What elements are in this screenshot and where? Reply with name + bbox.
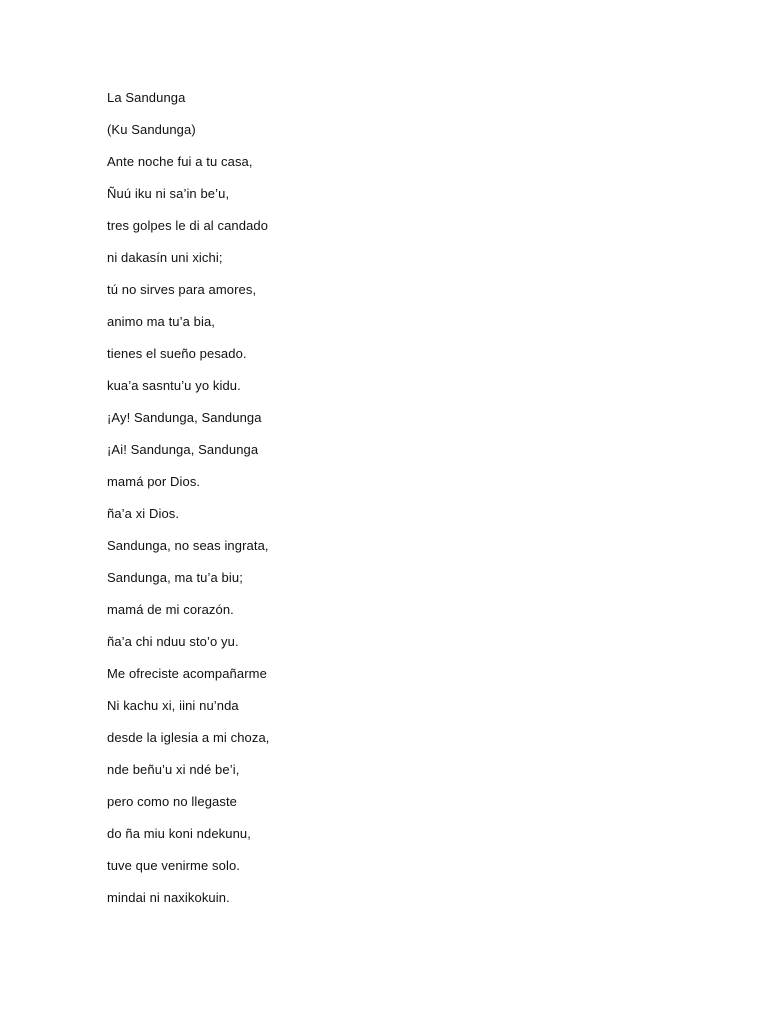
lyric-line: tú no sirves para amores,	[107, 282, 257, 297]
lyric-line: tienes el sueño pesado.	[107, 346, 247, 361]
lyric-line: mamá por Dios.	[107, 474, 201, 489]
lyric-line: animo ma tu’a bia,	[107, 314, 216, 329]
lyric-line: mindai ni naxikokuin.	[107, 890, 230, 905]
lyric-line: do ña miu koni ndekunu,	[107, 826, 251, 841]
lyric-line: Sandunga, ma tu’a biu;	[107, 570, 243, 585]
lyric-line: ña’a xi Dios.	[107, 506, 180, 521]
lyric-line: Ñuú iku ni sa’in be’u,	[107, 186, 230, 201]
lyric-line: kua’a sasntu’u yo kidu.	[107, 378, 241, 393]
subtitle-line: (Ku Sandunga)	[107, 122, 196, 137]
lyric-line: desde la iglesia a mi choza,	[107, 730, 270, 745]
lyric-line: ¡Ay! Sandunga, Sandunga	[107, 410, 262, 425]
lyric-line: ña’a chi nduu sto’o yu.	[107, 634, 239, 649]
lyric-line: Me ofreciste acompañarme	[107, 666, 267, 681]
title-line: La Sandunga	[107, 90, 186, 105]
lyric-line: Sandunga, no seas ingrata,	[107, 538, 269, 553]
lyric-line: pero como no llegaste	[107, 794, 238, 809]
lyric-line: tuve que venirme solo.	[107, 858, 240, 873]
lyrics-lines	[107, 89, 270, 921]
lyric-line: Ante noche fui a tu casa,	[107, 154, 253, 169]
lyric-line: ni dakasín uni xichi;	[107, 250, 223, 265]
lyric-line: mamá de mi corazón.	[107, 602, 234, 617]
lyric-line: Ni kachu xi, iini nu’nda	[107, 698, 239, 713]
lyric-line: ¡Ai! Sandunga, Sandunga	[107, 442, 259, 457]
lyric-line: tres golpes le di al candado	[107, 218, 269, 233]
lyric-line: nde beñu’u xi ndé be’i,	[107, 762, 240, 777]
